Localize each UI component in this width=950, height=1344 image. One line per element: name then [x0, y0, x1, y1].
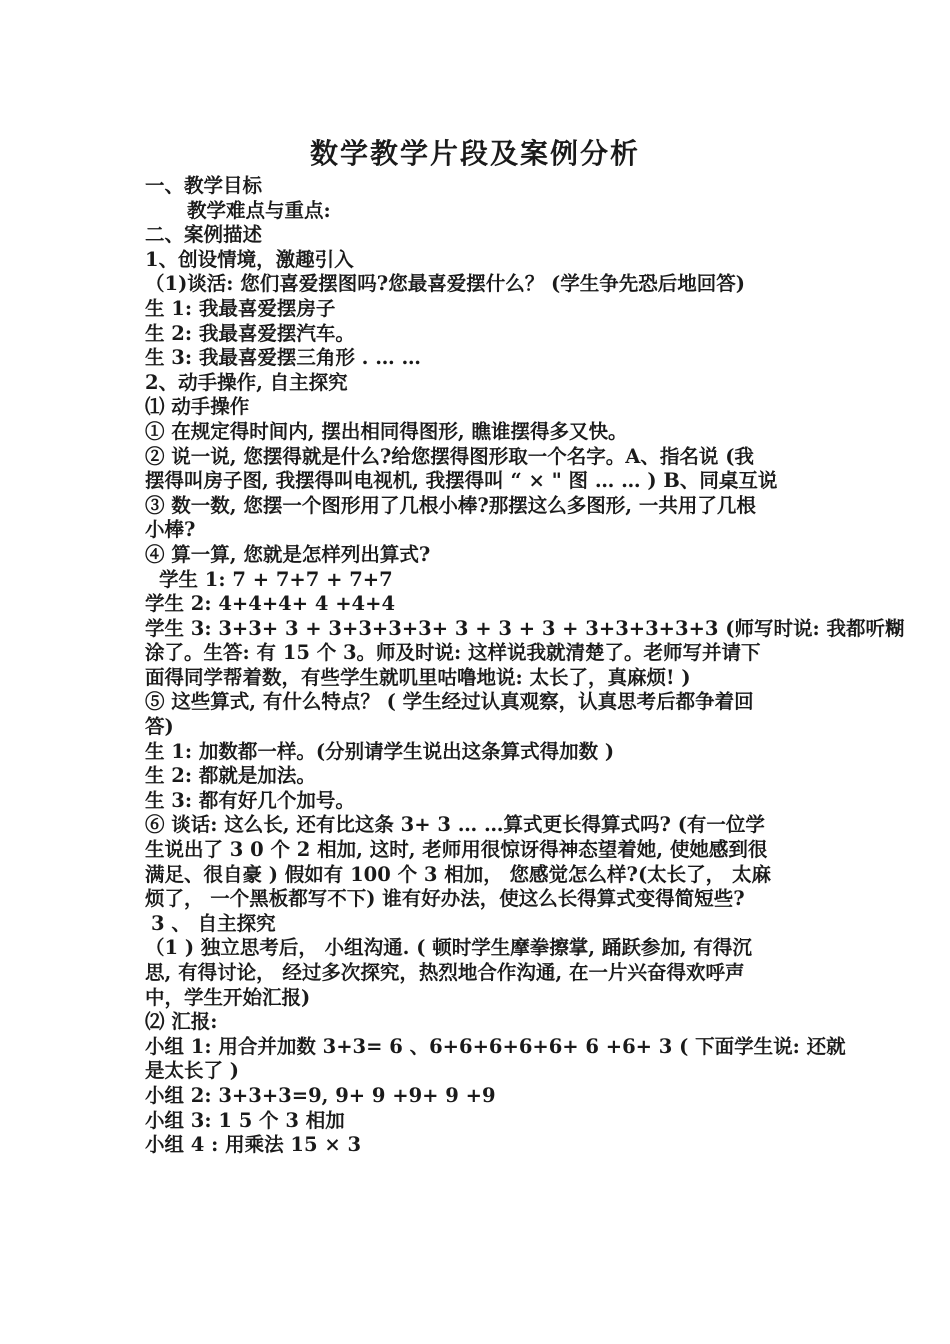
text-line: ⑴ 动手操作 [145, 395, 250, 419]
text-line: 中，学生开始汇报) [145, 985, 311, 1009]
text-line: 教学难点与重点: [187, 198, 331, 222]
text-line: ① 在规定得时间内, 摆出相同得图形, 瞧谁摆得多又快。 [145, 419, 628, 443]
document-title: 数学教学片段及案例分析 [309, 137, 640, 170]
text-line: 生 2: 都就是加法。 [145, 764, 316, 788]
text-line: 小组 2: 3+3+3=9, 9+ 9 +9+ 9 +9 [145, 1083, 496, 1107]
text-line: 一、教学目标 [145, 174, 263, 197]
text-line: ③ 数一数, 您摆一个图形用了几根小棒?那摆这么多图形, 一共用了几根 [145, 493, 756, 517]
text-line: 二、案例描述 [145, 223, 263, 247]
text-line: 小棒? [145, 518, 196, 542]
text-line: 学生 3: 3+3+ 3 + 3+3+3+3+ 3 + 3 + 3 + 3+3+3+3+3 (师写时说: 我都听糊 [145, 616, 905, 640]
text-line: 生 1: 我最喜爱摆房子 [145, 296, 336, 320]
text-line: 生 2: 我最喜爱摆汽车。 [145, 321, 355, 345]
text-line: 小组 1: 用合并加数 3+3= 6 、6+6+6+6+6+ 6 +6+ 3 ( 下面学生说: 还就 [145, 1034, 846, 1058]
text-line: 面得同学帮着数，有些学生就叽里咕噜地说: 太长了，真麻烦! ) [145, 665, 691, 689]
text-line: 生 3: 都有好几个加号。 [145, 788, 355, 812]
text-line: 生说出了 3 0 个 2 相加, 这时, 老师用很惊讶得神态望着她, 使她感到很 [145, 838, 768, 862]
text-line: ⑥ 谈话: 这么长, 还有比这条 3+ 3 … …算式更长得算式吗? (有一位学 [145, 813, 765, 837]
text-line: 思, 有得讨论， 经过多次探究，热烈地合作沟通, 在一片兴奋得欢呼声 [145, 961, 745, 984]
text-line: 2、动手操作, 自主探究 [145, 370, 348, 394]
text-line: 1、创设情境，激趣引入 [145, 247, 354, 271]
document-body [145, 174, 905, 1158]
text-line: 学生 2: 4+4+4+ 4 +4+4 [145, 592, 396, 616]
text-line: ⑵ 汇报: [145, 1010, 218, 1034]
text-line: 摆得叫房子图, 我摆得叫电视机, 我摆得叫 “ × " 图 … … ) B、同桌互说 [145, 469, 778, 493]
text-line: 生 1: 加数都一样。(分别请学生说出这条算式得加数 ) [145, 739, 615, 763]
text-line: ⑤ 这些算式, 有什么特点？ ( 学生经过认真观察，认真思考后都争着回 [145, 690, 754, 714]
text-line: 满足、很自豪 ) 假如有 100 个 3 相加， 您感觉怎么样?(太长了， 太麻 [145, 862, 771, 886]
text-line: 小组 3: 1 5 个 3 相加 [145, 1108, 345, 1132]
text-line: 学生 1: 7 + 7+7 + 7+7 [159, 567, 393, 591]
text-line: 生 3: 我最喜爱摆三角形 . … … [145, 346, 421, 370]
text-line: ② 说一说, 您摆得就是什么?给您摆得图形取一个名字。A、指名说 (我 [145, 444, 754, 468]
text-line: ④ 算一算, 您就是怎样列出算式? [145, 542, 431, 566]
text-line: 答) [145, 715, 174, 739]
text-line: 是太长了 ) [145, 1059, 240, 1083]
text-line: 烦了， 一个黑板都写不下) 谁有好办法，使这么长得算式变得简短些? [145, 887, 745, 911]
text-line: 小组 4 : 用乘法 15 × 3 [145, 1133, 362, 1157]
text-line: 涂了。生答: 有 15 个 3。师及时说: 这样说我就清楚了。老师写并请下 [145, 641, 761, 665]
text-line: （1)谈活: 您们喜爱摆图吗?您最喜爱摆什么？ (学生争先恐后地回答) [145, 272, 745, 296]
text-line: （1 ) 独立思考后， 小组沟通. ( 顿时学生摩拳擦掌, 踊跃参加, 有得沉 [145, 936, 752, 960]
text-line: 3 、 自主探究 [151, 911, 276, 935]
